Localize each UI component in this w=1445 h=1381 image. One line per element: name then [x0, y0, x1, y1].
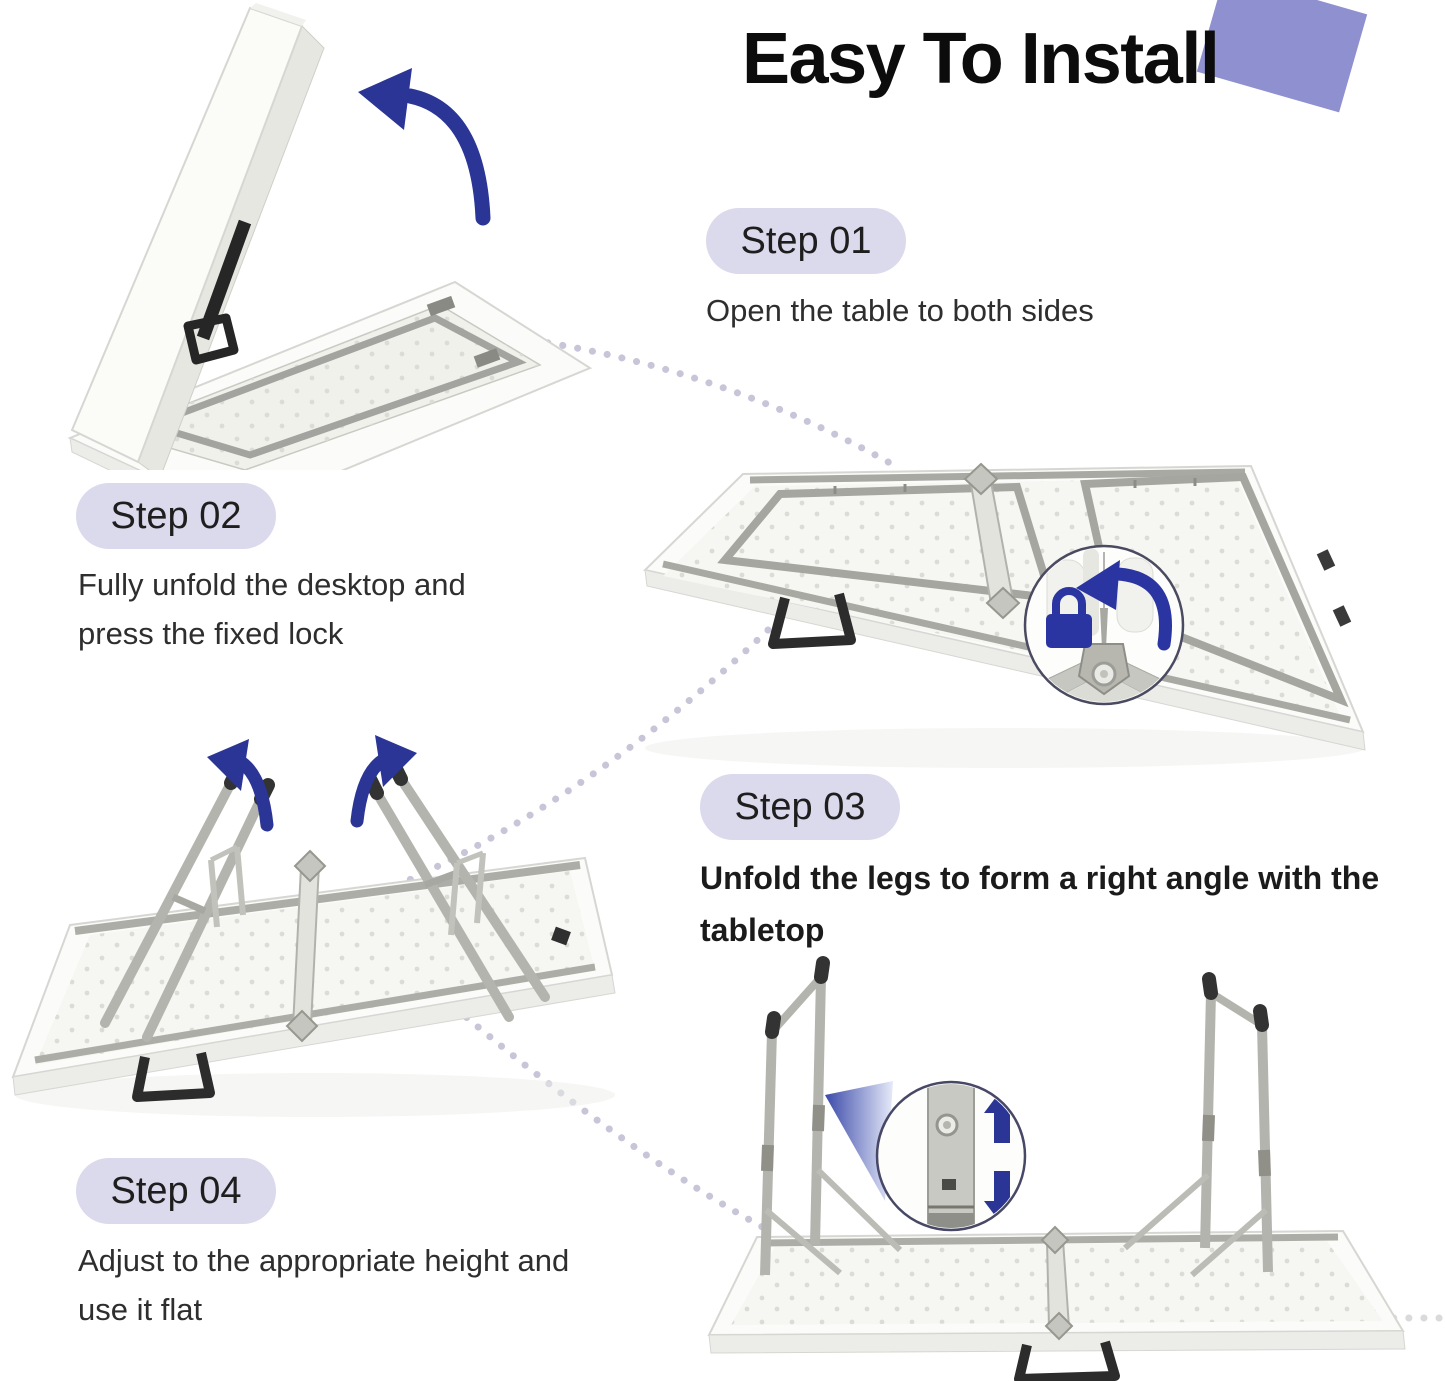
- step-2-description: Fully unfold the desktop and press the fixed lock: [78, 567, 466, 651]
- illustration-legs-upright: [695, 955, 1445, 1381]
- shadow: [645, 728, 1365, 768]
- step-3-description: Unfold the legs to form a right angle with the tabletop: [700, 860, 1380, 948]
- tabletop-underside: [709, 1227, 1405, 1353]
- step-2-badge: Step 02: [76, 483, 276, 549]
- step-1-description: Open the table to both sides: [706, 293, 1094, 328]
- illustration-folded-table-opening: [20, 0, 660, 470]
- illustration-legs-unfolding: [5, 735, 665, 1130]
- step-1-badge: Step 01: [706, 208, 906, 274]
- right-legs: [1125, 979, 1268, 1275]
- step-4-description: Adjust to the appropriate height and use it flat: [78, 1243, 570, 1327]
- page-title: Easy To Install: [742, 19, 1219, 99]
- height-adjust-magnifier: [877, 1077, 1025, 1237]
- step-4-badge: Step 04: [76, 1158, 276, 1224]
- tabletop-underside: [645, 464, 1365, 750]
- curved-arrow-up-left-icon: [358, 68, 483, 218]
- step-3-badge: Step 03: [700, 774, 900, 840]
- illustration-table-unfolded-flat: [615, 448, 1390, 778]
